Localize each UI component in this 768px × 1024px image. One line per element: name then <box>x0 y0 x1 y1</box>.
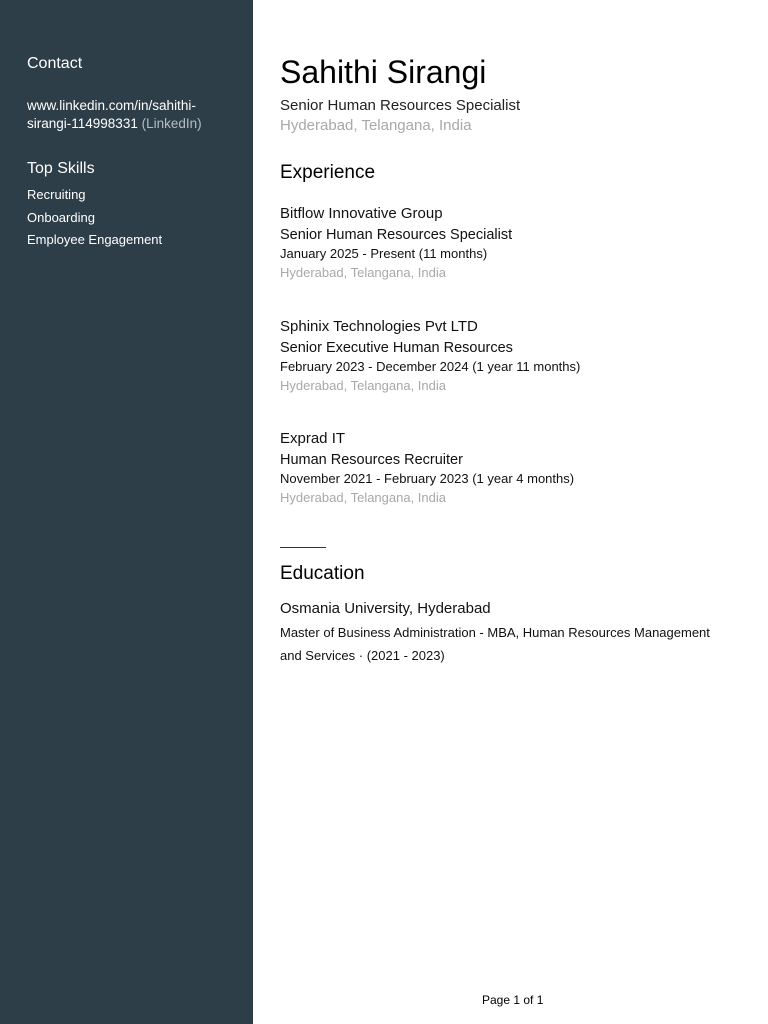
sidebar <box>0 0 253 1024</box>
job-company: Exprad IT <box>280 430 346 447</box>
linkedin-contact <box>27 97 227 133</box>
experience-entry <box>280 318 740 395</box>
linkedin-label: (LinkedIn) <box>141 116 202 131</box>
section-divider <box>280 547 326 548</box>
experience-entry <box>280 205 740 282</box>
contact-heading: Contact <box>27 55 83 72</box>
skill-item: Onboarding <box>27 209 95 225</box>
skills-list <box>27 186 162 254</box>
job-dates: November 2021 - February 2023 (1 year 4 months) <box>280 471 575 486</box>
skill-item: Employee Engagement <box>27 232 163 247</box>
job-location: Hyderabad, Telangana, India <box>280 490 446 505</box>
job-dates: January 2025 - Present (11 months) <box>280 246 488 261</box>
profile-name: Sahithi Sirangi <box>280 54 487 90</box>
job-location: Hyderabad, Telangana, India <box>280 265 446 280</box>
job-dates: February 2023 - December 2024 (1 year 11 months) <box>280 359 581 374</box>
job-role: Senior Executive Human Resources <box>280 340 513 356</box>
job-company: Bitflow Innovative Group <box>280 205 443 222</box>
top-skills-heading: Top Skills <box>27 160 95 177</box>
skill-item: Recruiting <box>27 187 86 202</box>
linkedin-link[interactable]: www.linkedin.com/in/sahithi-sirangi-114998331 <box>27 98 196 131</box>
page-number: Page 1 of 1 <box>482 993 544 1007</box>
education-school: Osmania University, Hyderabad <box>280 600 491 617</box>
experience-heading: Experience <box>280 162 376 183</box>
experience-entry <box>280 430 740 507</box>
education-heading: Education <box>280 563 365 584</box>
profile-headline: Senior Human Resources Specialist <box>280 97 521 114</box>
job-role: Human Resources Recruiter <box>280 452 463 468</box>
education-degree: Master of Business Administration - MBA, Human Resources Management and Services · (2021 - 2023) <box>280 625 710 663</box>
profile-location: Hyderabad, Telangana, India <box>280 117 472 134</box>
job-company: Sphinix Technologies Pvt LTD <box>280 318 478 335</box>
job-location: Hyderabad, Telangana, India <box>280 378 446 393</box>
job-role: Senior Human Resources Specialist <box>280 227 513 243</box>
